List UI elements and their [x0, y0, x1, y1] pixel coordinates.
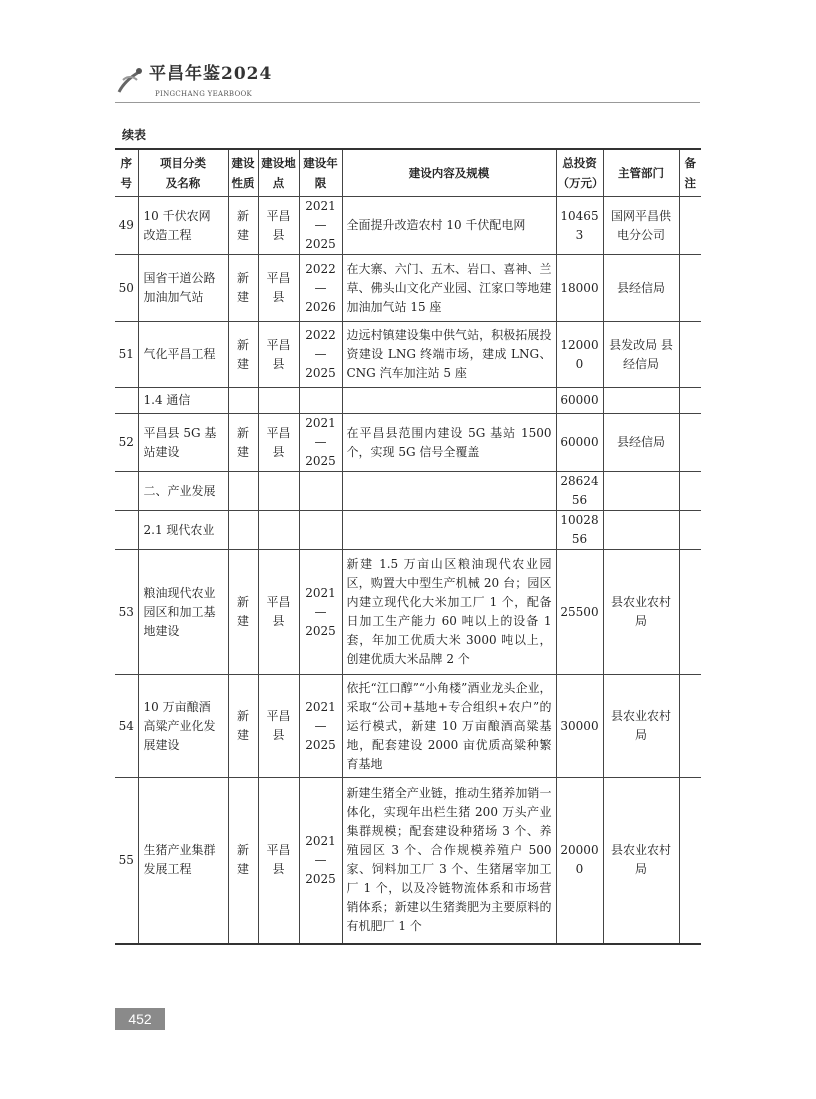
table-row	[115, 472, 701, 511]
cell-name: 国省干道公路加油加气站	[138, 255, 228, 322]
header-col-name	[138, 149, 228, 197]
cell-place	[258, 511, 299, 550]
cell-note	[679, 675, 701, 778]
cell-name: 2.1 现代农业	[138, 511, 228, 550]
cell-note	[679, 197, 701, 255]
cell-name: 气化平昌工程	[138, 322, 228, 388]
yearbook-logo-icon	[115, 66, 145, 96]
cell-no	[115, 388, 138, 414]
cell-no: 51	[115, 322, 138, 388]
cell-note	[679, 388, 701, 414]
cell-invest: 60000	[556, 388, 603, 414]
cell-note	[679, 511, 701, 550]
cell-place: 平昌县	[258, 675, 299, 778]
header-text: 及名称	[165, 176, 201, 190]
cell-period: 2021—2025	[299, 675, 342, 778]
cell-no: 53	[115, 550, 138, 675]
cell-name: 平昌县 5G 基站建设	[138, 414, 228, 472]
cell-note	[679, 255, 701, 322]
cell-type: 新建	[228, 414, 258, 472]
cell-content	[342, 388, 556, 414]
cell-name: 10 千伏农网改造工程	[138, 197, 228, 255]
yearbook-subtitle: PINGCHANG YEARBOOK	[155, 90, 253, 98]
header-text: 建设性质	[231, 156, 255, 190]
header-col-place	[258, 149, 299, 197]
cell-dept	[603, 472, 679, 511]
table-row	[115, 550, 701, 675]
cell-content: 在平昌县范围内建设 5G 基站 1500 个，实现 5G 信号全覆盖	[342, 414, 556, 472]
cell-dept: 县农业农村局	[603, 550, 679, 675]
cell-content: 新建生猪全产业链，推动生猪养加销一体化，实现年出栏生猪 200 万头产业集群规模；配套建设种猪场 3 个、养殖园区 3 个、合作规模养殖户 500 家、饲料加工厂 3 个、生猪屠宰加工厂 1 个，以及冷链物流体系和市场营销体系；新建以生猪粪肥为主要原料的有机肥厂 1 个	[342, 778, 556, 944]
header-text: 建设地点	[261, 156, 296, 190]
header-text: 总投资（万元）	[557, 156, 604, 190]
table-row	[115, 197, 701, 255]
cell-name: 二、产业发展	[138, 472, 228, 511]
cell-place	[258, 388, 299, 414]
table-row	[115, 511, 701, 550]
cell-period: 2021—2025	[299, 414, 342, 472]
cell-invest: 2862456	[556, 472, 603, 511]
cell-period: 2021—2025	[299, 197, 342, 255]
cell-place: 平昌县	[258, 778, 299, 944]
cell-type	[228, 511, 258, 550]
header-text: 建设内容及规模	[408, 166, 490, 180]
cell-place	[258, 472, 299, 511]
cell-type: 新建	[228, 778, 258, 944]
header-text: 项目分类	[160, 156, 206, 170]
project-table	[115, 148, 701, 945]
cell-dept: 县经信局	[603, 414, 679, 472]
cell-content	[342, 472, 556, 511]
cell-period: 2022—2025	[299, 322, 342, 388]
cell-no: 49	[115, 197, 138, 255]
cell-dept: 国网平昌供电分公司	[603, 197, 679, 255]
header-text: 备	[684, 156, 696, 170]
header-text: 建设年限	[303, 156, 338, 190]
cell-content: 边远村镇建设集中供气站，积极拓展投资建设 LNG 终端市场，建成 LNG、CNG 汽车加注站 5 座	[342, 322, 556, 388]
cell-type	[228, 472, 258, 511]
cell-period: 2021—2025	[299, 778, 342, 944]
cell-place: 平昌县	[258, 322, 299, 388]
cell-type: 新建	[228, 675, 258, 778]
cell-place: 平昌县	[258, 414, 299, 472]
cell-name: 10 万亩酿酒高粱产业化发展建设	[138, 675, 228, 778]
table-row	[115, 255, 701, 322]
cell-place: 平昌县	[258, 197, 299, 255]
cell-period	[299, 511, 342, 550]
yearbook-title: 平昌年鉴2024	[149, 64, 273, 84]
table-header-row	[115, 149, 701, 197]
cell-no: 55	[115, 778, 138, 944]
cell-invest: 60000	[556, 414, 603, 472]
cell-type: 新建	[228, 197, 258, 255]
cell-invest: 104653	[556, 197, 603, 255]
header-col-no	[115, 149, 138, 197]
cell-dept: 县农业农村局	[603, 675, 679, 778]
header-text: 序	[120, 156, 132, 170]
header-col-dept	[603, 149, 679, 197]
table-row	[115, 778, 701, 944]
header-col-note	[679, 149, 701, 197]
cell-invest: 30000	[556, 675, 603, 778]
header-col-period	[299, 149, 342, 197]
header-col-invest	[556, 149, 603, 197]
cell-note	[679, 322, 701, 388]
cell-content: 全面提升改造农村 10 千伏配电网	[342, 197, 556, 255]
cell-content: 依托“江口醇”“小角楼”酒业龙头企业，采取“公司+基地+专合组织+农户”的运行模式，新建 10 万亩酿酒高粱基地，配套建设 2000 亩优质高粱种繁育基地	[342, 675, 556, 778]
cell-note	[679, 472, 701, 511]
cell-period	[299, 472, 342, 511]
cell-invest: 200000	[556, 778, 603, 944]
cell-type: 新建	[228, 322, 258, 388]
cell-invest: 1002856	[556, 511, 603, 550]
cell-type	[228, 388, 258, 414]
cell-invest: 18000	[556, 255, 603, 322]
page-header	[115, 62, 700, 103]
cell-dept: 县发改局 县经信局	[603, 322, 679, 388]
cell-invest: 120000	[556, 322, 603, 388]
cell-dept	[603, 388, 679, 414]
cell-note	[679, 778, 701, 944]
cell-place: 平昌县	[258, 255, 299, 322]
cell-note	[679, 414, 701, 472]
cell-type: 新建	[228, 550, 258, 675]
header-text: 主管部门	[618, 166, 664, 180]
cell-no: 50	[115, 255, 138, 322]
cell-content	[342, 511, 556, 550]
cell-period: 2022—2026	[299, 255, 342, 322]
cell-note	[679, 550, 701, 675]
cell-content: 在大寨、六门、五木、岩口、喜神、兰草、佛头山文化产业园、江家口等地建加油加气站 15 座	[342, 255, 556, 322]
cell-dept: 县经信局	[603, 255, 679, 322]
cell-period: 2021—2025	[299, 550, 342, 675]
page-number: 452	[115, 1008, 165, 1030]
cell-period	[299, 388, 342, 414]
table-row	[115, 388, 701, 414]
table-row	[115, 414, 701, 472]
cell-no	[115, 511, 138, 550]
cell-name: 1.4 通信	[138, 388, 228, 414]
cell-no: 52	[115, 414, 138, 472]
cell-invest: 25500	[556, 550, 603, 675]
cell-no	[115, 472, 138, 511]
cell-name: 粮油现代农业园区和加工基地建设	[138, 550, 228, 675]
cell-no: 54	[115, 675, 138, 778]
header-text: 号	[120, 176, 132, 190]
header-col-content	[342, 149, 556, 197]
cell-content: 新建 1.5 万亩山区粮油现代农业园区，购置大中型生产机械 20 台；园区内建立现代化大米加工厂 1 个，配备日加工生产能力 60 吨以上的设备 1 套，年加工优质大米 3000 吨以上，创建优质大米品牌 2 个	[342, 550, 556, 675]
continued-label: 续表	[122, 128, 147, 142]
cell-dept: 县农业农村局	[603, 778, 679, 944]
header-col-type	[228, 149, 258, 197]
cell-name: 生猪产业集群发展工程	[138, 778, 228, 944]
table-row	[115, 322, 701, 388]
header-text: 注	[684, 176, 696, 190]
cell-dept	[603, 511, 679, 550]
cell-place: 平昌县	[258, 550, 299, 675]
table-row	[115, 675, 701, 778]
cell-type: 新建	[228, 255, 258, 322]
